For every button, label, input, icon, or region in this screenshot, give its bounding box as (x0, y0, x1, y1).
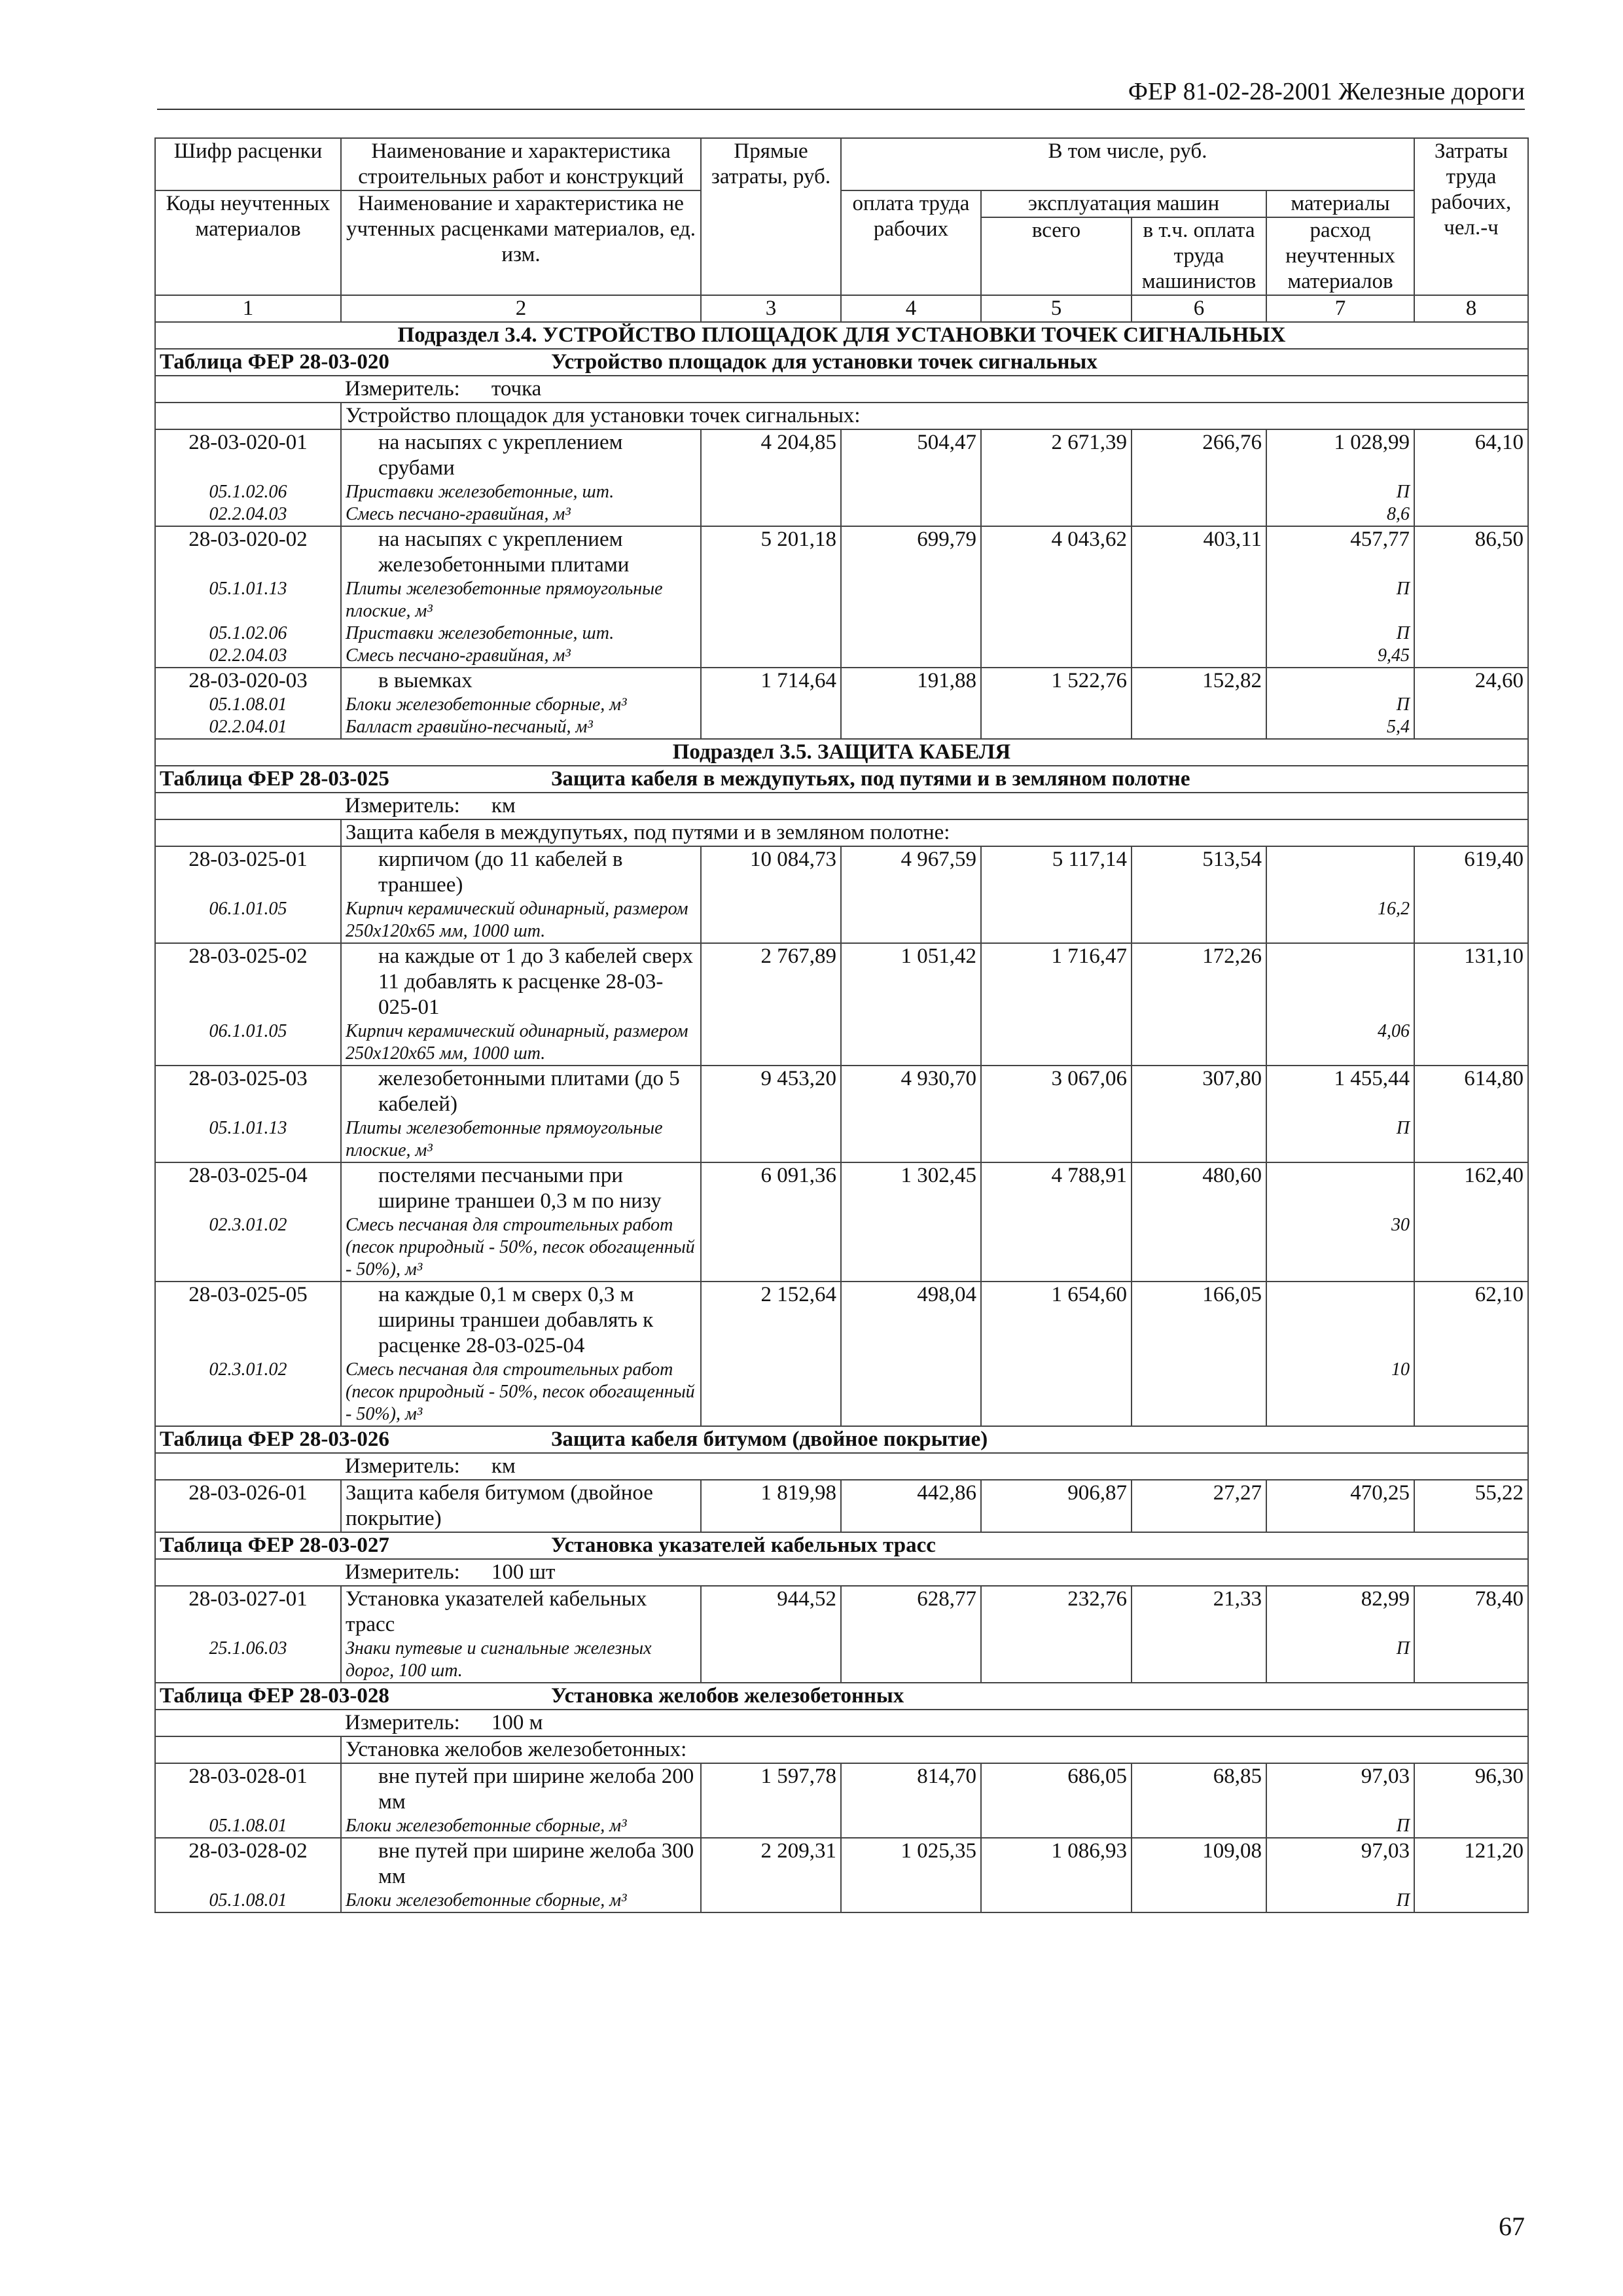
rate-name (341, 1586, 701, 1683)
material-code: 05.1.01.13 (209, 1118, 287, 1138)
value-c3: 6 091,36 (701, 1162, 841, 1282)
rate-row (155, 1162, 1528, 1282)
table-title-row (155, 1426, 1528, 1453)
value-c8: 162,40 (1414, 1162, 1528, 1282)
rate-code: 28-03-025-03 05.1.01.13 (155, 1066, 341, 1162)
table-title-cell (155, 1532, 1528, 1559)
material-name: Плиты железобетонные прямоугольные плоские, м³ (346, 579, 663, 621)
material-name: Балласт гравийно-песчаный, м³ (346, 717, 593, 737)
rate-row (155, 1586, 1528, 1683)
rate-name-text: на насыпях с укреплением железобетонными плитами (378, 528, 630, 577)
meter-row (155, 376, 1528, 403)
value-c8: 64,10 (1414, 429, 1528, 526)
col-operators-wages-header: в т.ч. оплата труда машинистов (1132, 217, 1266, 295)
material-value: 30 (1391, 1215, 1410, 1235)
column-numbers-row (155, 295, 1528, 322)
value-c4: 504,47 (841, 429, 981, 526)
rate-name-text: кирпичом (до 11 кабелей в траншее) (378, 848, 623, 897)
column-number: 2 (341, 295, 701, 322)
table-title: Защита кабеля в междупутьях, под путями и в земляном полотне (551, 767, 1190, 791)
column-number: 4 (841, 295, 981, 322)
value-c5: 232,76 (981, 1586, 1132, 1683)
rate-name-text: железобетонными плитами (до 5 кабелей) (378, 1067, 680, 1116)
col-name-header: Наименование и характеристика строительных работ и конструкций (341, 138, 701, 190)
material-name: Кирпич керамический одинарный, размером 250х120х65 мм, 1000 шт. (346, 1021, 688, 1064)
table-title-cell (155, 1426, 1528, 1453)
value-c5: 2 671,39 (981, 429, 1132, 526)
meter-value: км (491, 1454, 516, 1478)
rate-row (155, 1763, 1528, 1838)
value-c4: 191,88 (841, 668, 981, 739)
rate-row (155, 1480, 1528, 1532)
value-c5: 1 716,47 (981, 943, 1132, 1066)
value-c4: 1 302,45 (841, 1162, 981, 1282)
col-machines-total-header: всего (981, 217, 1132, 295)
table-code: Таблица ФЕР 28-03-025 (160, 767, 389, 791)
material-value: 10 (1391, 1359, 1410, 1380)
meter-label: Измеритель: (345, 377, 460, 401)
table-title-cell (155, 766, 1528, 793)
material-value: 9,45 (1378, 645, 1410, 666)
material-code: 02.3.01.02 (209, 1359, 287, 1380)
value-c7 (1266, 846, 1414, 943)
value-c3: 944,52 (701, 1586, 841, 1683)
value-c6: 172,26 (1132, 943, 1266, 1066)
intro-row (155, 403, 1528, 429)
material-code: 05.1.02.06 (209, 623, 287, 643)
rate-code: 28-03-027-01 25.1.06.03 (155, 1586, 341, 1683)
value-c8: 96,30 (1414, 1763, 1528, 1838)
rate-row (155, 429, 1528, 526)
table-title-row (155, 1683, 1528, 1710)
material-name: Блоки железобетонные сборные, м³ (346, 694, 627, 715)
meter-row (155, 1559, 1528, 1586)
meter-label: Измеритель: (345, 1711, 460, 1734)
material-value: 5,4 (1387, 717, 1410, 737)
rate-name (341, 1066, 701, 1162)
table-code: Таблица ФЕР 28-03-026 (160, 1427, 389, 1451)
table-code: Таблица ФЕР 28-03-027 (160, 1534, 389, 1557)
table-title: Устройство площадок для установки точек сигнальных (551, 350, 1097, 374)
intro-text: Устройство площадок для установки точек сигнальных: (341, 403, 1528, 429)
value-c4: 699,79 (841, 526, 981, 668)
value-c8: 55,22 (1414, 1480, 1528, 1532)
rate-name-text: Установка указателей кабельных трасс (346, 1587, 647, 1636)
table-body (155, 322, 1528, 1912)
section-title: Подраздел 3.5. ЗАЩИТА КАБЕЛЯ (155, 739, 1528, 766)
rate-row (155, 1066, 1528, 1162)
table-title-row (155, 1532, 1528, 1559)
value-c7: 1 455,44 П (1266, 1066, 1414, 1162)
value-c7 (1266, 943, 1414, 1066)
rate-name (341, 1480, 701, 1532)
price-table (154, 137, 1529, 1913)
table-code: Таблица ФЕР 28-03-028 (160, 1684, 389, 1708)
col-machines-header: эксплуатация машин (981, 190, 1266, 217)
material-name: Кирпич керамический одинарный, размером 250х120х65 мм, 1000 шт. (346, 899, 688, 941)
rate-name-text: постелями песчаными при ширине траншеи 0,3 м по низу (378, 1164, 662, 1213)
value-c5: 1 522,76 (981, 668, 1132, 739)
rate-row (155, 1838, 1528, 1912)
rate-name (341, 1763, 701, 1838)
rate-name-text: на каждые 0,1 м сверх 0,3 м ширины траншеи добавлять к расценке 28-03-025-04 (378, 1283, 654, 1357)
value-c5: 906,87 (981, 1480, 1132, 1532)
value-c6: 403,11 (1132, 526, 1266, 668)
value-c6: 266,76 (1132, 429, 1266, 526)
value-c8: 78,40 (1414, 1586, 1528, 1683)
intro-text: Установка желобов железобетонных: (341, 1736, 1528, 1763)
value-c7: 97,03 П (1266, 1763, 1414, 1838)
rate-row (155, 943, 1528, 1066)
material-value: 16,2 (1378, 899, 1410, 919)
header-rule (157, 109, 1525, 110)
col-direct-costs-header: Прямые затраты, руб. (701, 138, 841, 295)
material-code: 02.2.04.03 (209, 504, 287, 524)
material-code: 05.1.08.01 (209, 1890, 287, 1910)
rate-code: 28-03-025-01 06.1.01.05 (155, 846, 341, 943)
value-c6: 166,05 (1132, 1282, 1266, 1426)
meter-value: км (491, 794, 516, 817)
rate-code: 28-03-020-02 05.1.01.13 05.1.02.06 02.2.04.03 (155, 526, 341, 668)
col-materials-header: материалы (1266, 190, 1414, 217)
value-c3: 9 453,20 (701, 1066, 841, 1162)
value-c6: 513,54 (1132, 846, 1266, 943)
material-value: 4,06 (1378, 1021, 1410, 1041)
value-c4: 1 025,35 (841, 1838, 981, 1912)
material-value: П (1396, 694, 1410, 715)
value-c7 (1266, 1162, 1414, 1282)
page-number: 67 (1499, 2212, 1525, 2241)
value-c7: 97,03 П (1266, 1838, 1414, 1912)
value-c7: 82,99 П (1266, 1586, 1414, 1683)
section-title: Подраздел 3.4. УСТРОЙСТВО ПЛОЩАДОК ДЛЯ УСТАНОВКИ ТОЧЕК СИГНАЛЬНЫХ (155, 322, 1528, 349)
material-code: 05.1.08.01 (209, 1816, 287, 1836)
value-c7 (1266, 668, 1414, 739)
table-title-row (155, 349, 1528, 376)
value-c4: 628,77 (841, 1586, 981, 1683)
value-c3: 2 767,89 (701, 943, 841, 1066)
value-c8: 24,60 (1414, 668, 1528, 739)
value-c5: 1 654,60 (981, 1282, 1132, 1426)
rate-name (341, 429, 701, 526)
column-number: 5 (981, 295, 1132, 322)
table-title-row (155, 766, 1528, 793)
rate-row (155, 668, 1528, 739)
table-title: Установка желобов железобетонных (551, 1684, 904, 1708)
rate-name (341, 526, 701, 668)
material-name: Смесь песчано-гравийная, м³ (346, 645, 571, 666)
col-material-consumption-header: расход неучтенных материалов (1266, 217, 1414, 295)
meter-value: 100 м (491, 1711, 543, 1734)
rate-code: 28-03-025-04 02.3.01.02 (155, 1162, 341, 1282)
value-c3: 1 819,98 (701, 1480, 841, 1532)
col-code-header: Шифр расценки (155, 138, 341, 190)
meter-cell (341, 376, 1528, 403)
meter-cell (341, 1559, 1528, 1586)
meter-value: точка (491, 377, 542, 401)
value-c3: 1 597,78 (701, 1763, 841, 1838)
value-c8: 131,10 (1414, 943, 1528, 1066)
material-value: П (1396, 1890, 1410, 1910)
material-code: 05.1.01.13 (209, 579, 287, 599)
meter-row (155, 1453, 1528, 1480)
intro-row (155, 1736, 1528, 1763)
rate-code: 28-03-025-05 02.3.01.02 (155, 1282, 341, 1426)
value-c5: 4 043,62 (981, 526, 1132, 668)
value-c3: 10 084,73 (701, 846, 841, 943)
value-c5: 5 117,14 (981, 846, 1132, 943)
rate-name (341, 1282, 701, 1426)
meter-cell (341, 1453, 1528, 1480)
meter-cell (341, 793, 1528, 819)
material-name: Знаки путевые и сигнальные железных дорог, 100 шт. (346, 1638, 652, 1681)
rate-name (341, 943, 701, 1066)
meter-row (155, 793, 1528, 819)
material-value: П (1396, 1118, 1410, 1138)
intro-row (155, 819, 1528, 846)
material-code: 05.1.02.06 (209, 482, 287, 502)
page-header: ФЕР 81-02-28-2001 Железные дороги (1128, 78, 1525, 105)
value-c4: 1 051,42 (841, 943, 981, 1066)
rate-name (341, 1162, 701, 1282)
meter-row (155, 1710, 1528, 1736)
material-name: Приставки железобетонные, шт. (346, 623, 615, 643)
rate-row (155, 846, 1528, 943)
material-value: П (1396, 623, 1410, 643)
value-c8: 62,10 (1414, 1282, 1528, 1426)
intro-spacer (155, 1736, 341, 1763)
meter-spacer (155, 376, 341, 403)
rate-code: 28-03-028-02 05.1.08.01 (155, 1838, 341, 1912)
column-number: 3 (701, 295, 841, 322)
meter-label: Измеритель: (345, 1560, 460, 1584)
material-code: 05.1.08.01 (209, 694, 287, 715)
material-name: Смесь песчано-гравийная, м³ (346, 504, 571, 524)
rate-name (341, 668, 701, 739)
material-name: Приставки железобетонные, шт. (346, 482, 615, 502)
intro-spacer (155, 819, 341, 846)
value-c8: 86,50 (1414, 526, 1528, 668)
col-wages-header: оплата труда рабочих (841, 190, 981, 295)
intro-text: Защита кабеля в междупутьях, под путями и в земляном полотне: (341, 819, 1528, 846)
material-code: 02.3.01.02 (209, 1215, 287, 1235)
value-c4: 442,86 (841, 1480, 981, 1532)
rate-code: 28-03-020-01 05.1.02.06 02.2.04.03 (155, 429, 341, 526)
material-value: П (1396, 482, 1410, 502)
value-c5: 4 788,91 (981, 1162, 1132, 1282)
rate-name-text: вне путей при ширине желоба 300 мм (378, 1839, 694, 1888)
column-number: 8 (1414, 295, 1528, 322)
table-header (155, 138, 1528, 322)
material-name: Смесь песчаная для строительных работ (песок природный - 50%, песок обогащенный - 50%), м³ (346, 1359, 695, 1424)
material-code: 06.1.01.05 (209, 1021, 287, 1041)
column-number: 7 (1266, 295, 1414, 322)
material-code: 02.2.04.03 (209, 645, 287, 666)
value-c8: 619,40 (1414, 846, 1528, 943)
material-name: Блоки железобетонные сборные, м³ (346, 1816, 627, 1836)
col-material-code-header: Коды неучтенных материалов (155, 190, 341, 295)
rate-name-text: вне путей при ширине желоба 200 мм (378, 1765, 694, 1814)
rate-name-text: в выемках (378, 669, 473, 692)
value-c3: 2 152,64 (701, 1282, 841, 1426)
value-c6: 109,08 (1132, 1838, 1266, 1912)
value-c6: 68,85 (1132, 1763, 1266, 1838)
table-title-cell (155, 1683, 1528, 1710)
meter-spacer (155, 1559, 341, 1586)
rate-code: 28-03-026-01 (155, 1480, 341, 1532)
value-c6: 307,80 (1132, 1066, 1266, 1162)
rate-row (155, 526, 1528, 668)
col-material-name-header: Наименование и характеристика не учтенных расценками материалов, ед. изм. (341, 190, 701, 295)
material-code: 06.1.01.05 (209, 899, 287, 919)
intro-spacer (155, 403, 341, 429)
value-c8: 121,20 (1414, 1838, 1528, 1912)
meter-cell (341, 1710, 1528, 1736)
value-c4: 4 930,70 (841, 1066, 981, 1162)
table-title-cell (155, 349, 1528, 376)
value-c6: 480,60 (1132, 1162, 1266, 1282)
rate-name-text: на насыпях с укреплением срубами (378, 431, 623, 480)
value-c7: 1 028,99 П 8,6 (1266, 429, 1414, 526)
rate-code: 28-03-028-01 05.1.08.01 (155, 1763, 341, 1838)
rate-code: 28-03-020-03 05.1.08.01 02.2.04.01 (155, 668, 341, 739)
material-name: Плиты железобетонные прямоугольные плоские, м³ (346, 1118, 663, 1160)
meter-spacer (155, 1453, 341, 1480)
value-c4: 4 967,59 (841, 846, 981, 943)
value-c5: 686,05 (981, 1763, 1132, 1838)
table-code: Таблица ФЕР 28-03-020 (160, 350, 389, 374)
section-heading-row (155, 322, 1528, 349)
rate-code: 28-03-025-02 06.1.01.05 (155, 943, 341, 1066)
column-number: 6 (1132, 295, 1266, 322)
meter-spacer (155, 1710, 341, 1736)
meter-label: Измеритель: (345, 794, 460, 817)
material-name: Блоки железобетонные сборные, м³ (346, 1890, 627, 1910)
material-value: П (1396, 579, 1410, 599)
value-c5: 1 086,93 (981, 1838, 1132, 1912)
value-c7: 470,25 (1266, 1480, 1414, 1532)
value-c7: 457,77 П П 9,45 (1266, 526, 1414, 668)
material-value: 8,6 (1387, 504, 1410, 524)
rate-name (341, 1838, 701, 1912)
meter-label: Измеритель: (345, 1454, 460, 1478)
value-c3: 2 209,31 (701, 1838, 841, 1912)
value-c3: 5 201,18 (701, 526, 841, 668)
rate-row (155, 1282, 1528, 1426)
value-c3: 4 204,85 (701, 429, 841, 526)
value-c5: 3 067,06 (981, 1066, 1132, 1162)
table-title: Защита кабеля битумом (двойное покрытие) (551, 1427, 988, 1451)
value-c6: 27,27 (1132, 1480, 1266, 1532)
value-c7 (1266, 1282, 1414, 1426)
material-name: Смесь песчаная для строительных работ (песок природный - 50%, песок обогащенный - 50%), м³ (346, 1215, 695, 1280)
material-code: 25.1.06.03 (209, 1638, 287, 1659)
col-labor-hours-header: Затраты труда рабочих, чел.-ч (1414, 138, 1528, 295)
material-value: П (1396, 1816, 1410, 1836)
value-c4: 814,70 (841, 1763, 981, 1838)
value-c6: 152,82 (1132, 668, 1266, 739)
rate-name (341, 846, 701, 943)
material-value: П (1396, 1638, 1410, 1659)
material-code: 02.2.04.01 (209, 717, 287, 737)
section-heading-row (155, 739, 1528, 766)
value-c8: 614,80 (1414, 1066, 1528, 1162)
meter-spacer (155, 793, 341, 819)
value-c4: 498,04 (841, 1282, 981, 1426)
column-number: 1 (155, 295, 341, 322)
table-title: Установка указателей кабельных трасс (551, 1534, 936, 1557)
rate-name-text: на каждые от 1 до 3 кабелей сверх 11 добавлять к расценке 28-03-025-01 (378, 944, 694, 1019)
meter-value: 100 шт (491, 1560, 556, 1584)
rate-name-text: Защита кабеля битумом (двойное покрытие) (346, 1481, 653, 1530)
value-c3: 1 714,64 (701, 668, 841, 739)
col-group-header: В том числе, руб. (841, 138, 1414, 190)
value-c6: 21,33 (1132, 1586, 1266, 1683)
